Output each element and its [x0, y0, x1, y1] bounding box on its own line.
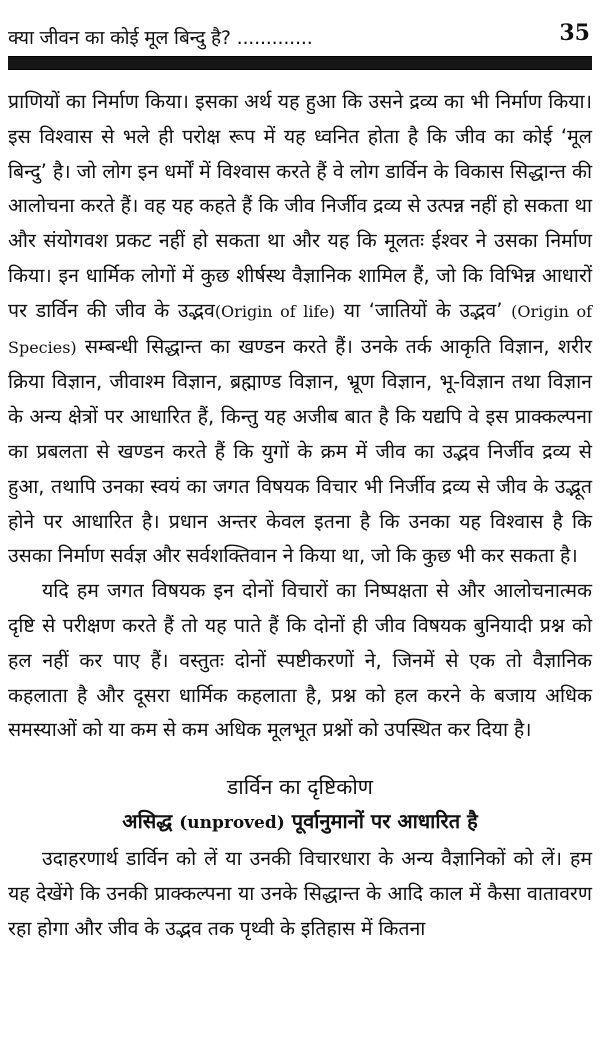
paragraph-1-part-3: सम्बन्धी सिद्धान्त का खण्डन करते हैं। उनके तर्क आकृति विज्ञान, शरीर क्रिया विज्ञान, जीवाश्म विज्ञान, ब्रह्माण्ड विज्ञान, भ्रूण विज्ञान, भू-विज्ञान तथा विज्ञान के अन्य क्षेत्रों पर आधारित हैं, किन्तु यह अजीब बात है कि यद्यपि वे इस प्राक्कल्पना का प्रबलता से खण्डन करते हैं कि युगों के क्रम में जीव का उद्भव निर्जीव द्रव्य से हुआ, तथापि उनका स्वयं का जगत विषयक विचार भी निर्जीव द्रव्य से जीव के उद्भूत होने पर आधारित है। प्रधान अन्तर केवल इतना है कि उनका यह विश्वास है कि उसका निर्माण सर्वज्ञ और सर्वशक्तिवान ने किया था, जो कि कुछ भी कर सकता है।	[8, 334, 592, 568]
page-header	[8, 18, 592, 50]
running-head: क्या जीवन का कोई मूल बिन्दु है? .............	[8, 27, 313, 49]
section-heading-line-2	[8, 804, 592, 840]
page-body	[8, 85, 592, 947]
paragraph-1	[8, 85, 592, 574]
paragraph-2: यदि हम जगत विषयक इन दोनों विचारों का निष्पक्षता से और आलोचनात्मक दृष्टि से परीक्षण करते हैं तो यह पाते हैं कि दोनों ही जीव विषयक बुनियादी प्रश्न को हल नहीं कर पाए हैं। वस्तुतः दोनों स्पष्टीकरणों ने, जिनमें से एक तो वैज्ञानिक कहलाता है और दूसरा धार्मिक कहलाता है, प्रश्न को हल करने के बजाय अधिक समस्याओं को या कम से कम अधिक मूलभूत प्रश्नों को उपस्थित कर दिया है।	[8, 579, 592, 742]
section-heading	[8, 770, 592, 840]
origin-of-species-term: (Origin of Species)	[8, 301, 592, 357]
section-heading-line-2-post: पूर्वानुमानों पर आधारित है	[284, 809, 478, 834]
paragraph-1-part-1: प्राणियों का निर्माण किया। इसका अर्थ यह हुआ कि उसने द्रव्य का भी निर्माण किया। इस विश्वास से भले ही परोक्ष रूप में यह ध्वनित होता है कि जीव का कोई ‘मूल बिन्दु’ है। जो लोग इन धर्मों में विश्वास करते हैं वे लोग डार्विन के विकास सिद्धान्त की आलोचना करते हैं। वह यह कहते हैं कि जीव निर्जीव द्रव्य से उत्पन्न नहीं हो सकता था और संयोगवश प्रकट नहीं हो सकता था और यह कि मूलतः ईश्वर ने उसका निर्माण किया। इन धार्मिक लोगों में कुछ शीर्षस्थ वैज्ञानिक शामिल हैं, जो कि विभिन्न आधारों पर डार्विन की जीव के उद्भव	[8, 90, 592, 322]
page-number: 35	[559, 20, 590, 46]
origin-of-life-term: (Origin of life)	[214, 301, 336, 321]
section-heading-line-2-pre: असिद्ध	[122, 809, 180, 834]
section-heading-line-1: डार्विन का दृष्टिकोण	[227, 775, 373, 800]
header-rule	[8, 56, 592, 70]
paragraph-3: उदाहरणार्थ डार्विन को लें या उनकी विचारधारा के अन्य वैज्ञानिकों को लें। हम यह देखेंगे कि उनकी प्राक्कल्पना या उनके सिद्धान्त के आदि काल में कैसा वातावरण रहा होगा और जीव के उद्भव तक पृथ्वी के इतिहास में कितना	[8, 847, 592, 940]
unproved-term: (unproved)	[179, 813, 285, 834]
paragraph-1-part-2: या ‘जातियों के उद्भव’	[335, 298, 512, 322]
